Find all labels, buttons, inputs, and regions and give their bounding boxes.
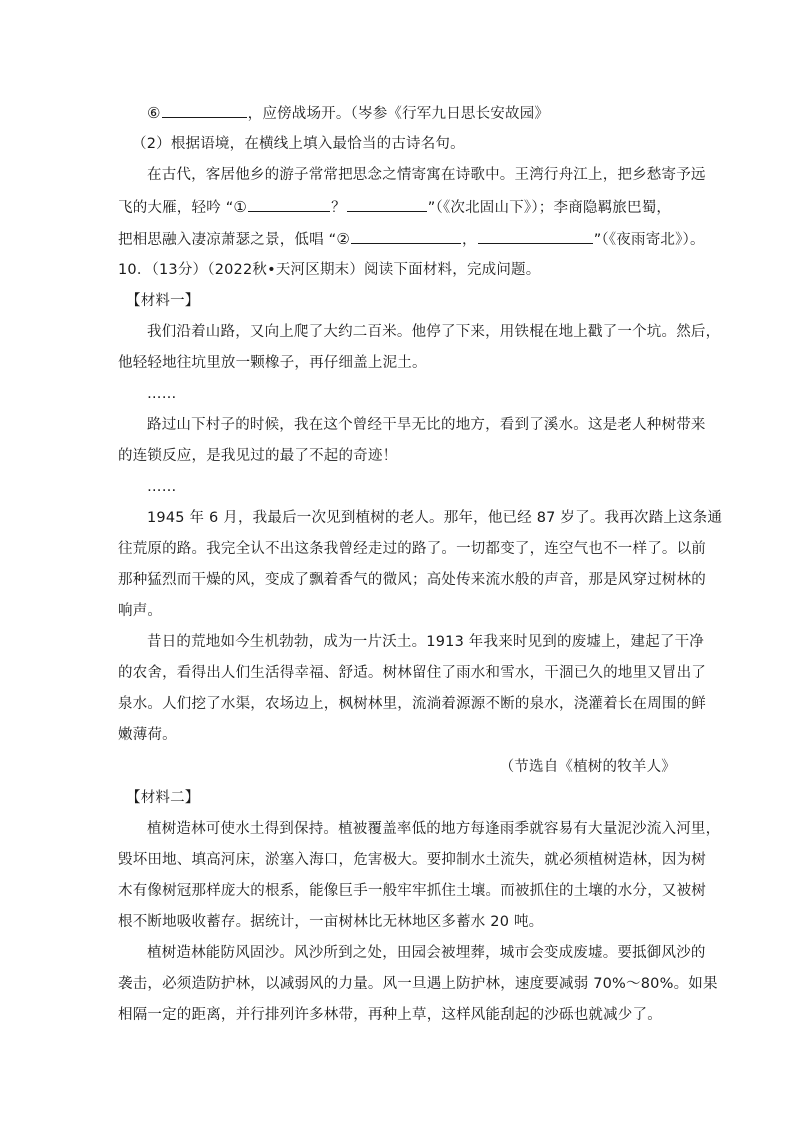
part-2-instruction: （2）根据语境，在横线上填入最恰当的古诗名句。 (132, 136, 465, 152)
context-line-3 (118, 229, 705, 250)
answer-blank-1a[interactable] (248, 197, 330, 212)
context-line-3-lead: 把相思融入凄凉萧瑟之景，低唱 “ (118, 232, 337, 248)
answer-blank-1b[interactable] (347, 197, 427, 212)
m1-p1-line-2: 他轻轻地往坑里放一颗橡子，再仔细盖上泥土。 (118, 355, 427, 371)
m2-p1-line-4: 根不断地吸收蓄存。据统计，一亩树林比无林地区多蓄水 20 吨。 (118, 914, 544, 930)
m1-p2-line-2: 的连锁反应，是我见过的最了不起的奇迹！ (118, 448, 398, 464)
material-2-title: 【材料二】 (126, 790, 200, 806)
context-line-2-tail: ”（《次北固山下》）；李商隐羁旅巴蜀， (427, 200, 672, 216)
m1-p4-line-3: 泉水。人们挖了水渠，农场边上，枫树林里，流淌着源源不断的泉水，浇灌着长在周围的鲜 (118, 696, 706, 712)
item-6-line (147, 103, 717, 124)
answer-blank-2b[interactable] (478, 229, 593, 244)
m1-p4-line-4: 嫩薄荷。 (118, 727, 177, 743)
m1-p4-line-2: 的农舍，看得出人们生活得幸福、舒适。树林留住了雨水和雪水，干涸已久的地里又冒出了 (118, 665, 706, 681)
context-line-2 (118, 197, 688, 218)
blank-marker-2: ② (336, 230, 350, 248)
m2-p1-line-2: 毁坏田地、填高河床，淤塞入海口，危害极大。要抑制水土流失，就必须植树造林，因为树 (118, 852, 706, 868)
m2-p2-line-2: 袭击，必须造防护林，以减弱风的力量。风一旦遇上防护林，速度要减弱 70%～80%。如果 (118, 976, 718, 992)
m1-p3-line-2: 往荒原的路。我完全认不出这条我曾经走过的路了。一切都变了，连空气也不一样了。以前 (118, 541, 706, 557)
m1-p1-line-1: 我们沿着山路，又向上爬了大约二百米。他停了下来，用铁棍在地上戳了一个坑。然后， (147, 324, 721, 340)
m2-p2-line-3: 相隔一定的距离，并行排列许多林带，再种上草，这样风能刮起的沙砾也就减少了。 (118, 1007, 662, 1023)
answer-blank-6[interactable] (162, 103, 247, 118)
question-10-header: 10．（13分）（2022秋•天河区期末）阅读下面材料，完成问题。 (118, 262, 541, 278)
m1-p3-line-1: 1945 年 6 月，我最后一次见到植树的老人。那年，他已经 87 岁了。我再次踏上这条通 (147, 510, 723, 526)
context-line-1: 在古代，客居他乡的游子常常把思念之情寄寓在诗歌中。王湾行舟江上，把乡愁寄予远 (147, 167, 706, 183)
ellipsis-1: …… (147, 386, 177, 402)
context-line-2-lead: 飞的大雁，轻吟 “ (118, 200, 234, 216)
comma: ， (461, 232, 477, 248)
context-line-3-tail: ”（《夜雨寄北》）。 (593, 232, 705, 248)
answer-blank-2a[interactable] (351, 229, 461, 244)
m2-p1-line-3: 木有像树冠那样庞大的根系，能像巨手一般牢牢抓住土壤。而被抓住的土壤的水分，又被树 (118, 883, 706, 899)
m1-p3-line-3: 那种猛烈而干燥的风，变成了飘着香气的微风；高处传来流水般的声音，那是风穿过树林的 (118, 572, 706, 588)
ellipsis-2: …… (147, 479, 177, 495)
m2-p1-line-1: 植树造林可使水土得到保持。植被覆盖率低的地方每逢雨季就容易有大量泥沙流入河里， (147, 821, 721, 837)
question-mark: ？ (331, 200, 346, 216)
m1-p2-line-1: 路过山下村子的时候，我在这个曾经干旱无比的地方，看到了溪水。这是老人种树带来 (147, 417, 706, 433)
m2-p2-line-1: 植树造林能防风固沙。风沙所到之处，田园会被埋葬，城市会变成废墟。要抵御风沙的 (147, 945, 706, 961)
item-6-marker: ⑥ (147, 104, 161, 122)
item-6-text: ，应傍战场开。（岑参《行军九日思长安故园》 (247, 106, 550, 122)
material-1-source: （节选自《植树的牧羊人》 (499, 759, 676, 775)
m1-p3-line-4: 响声。 (118, 603, 163, 619)
material-1-title: 【材料一】 (126, 293, 200, 309)
m1-p4-line-1: 昔日的荒地如今生机勃勃，成为一片沃土。1913 年我来时见到的废墟上，建起了干净 (147, 634, 705, 650)
blank-marker-1: ① (233, 198, 248, 216)
